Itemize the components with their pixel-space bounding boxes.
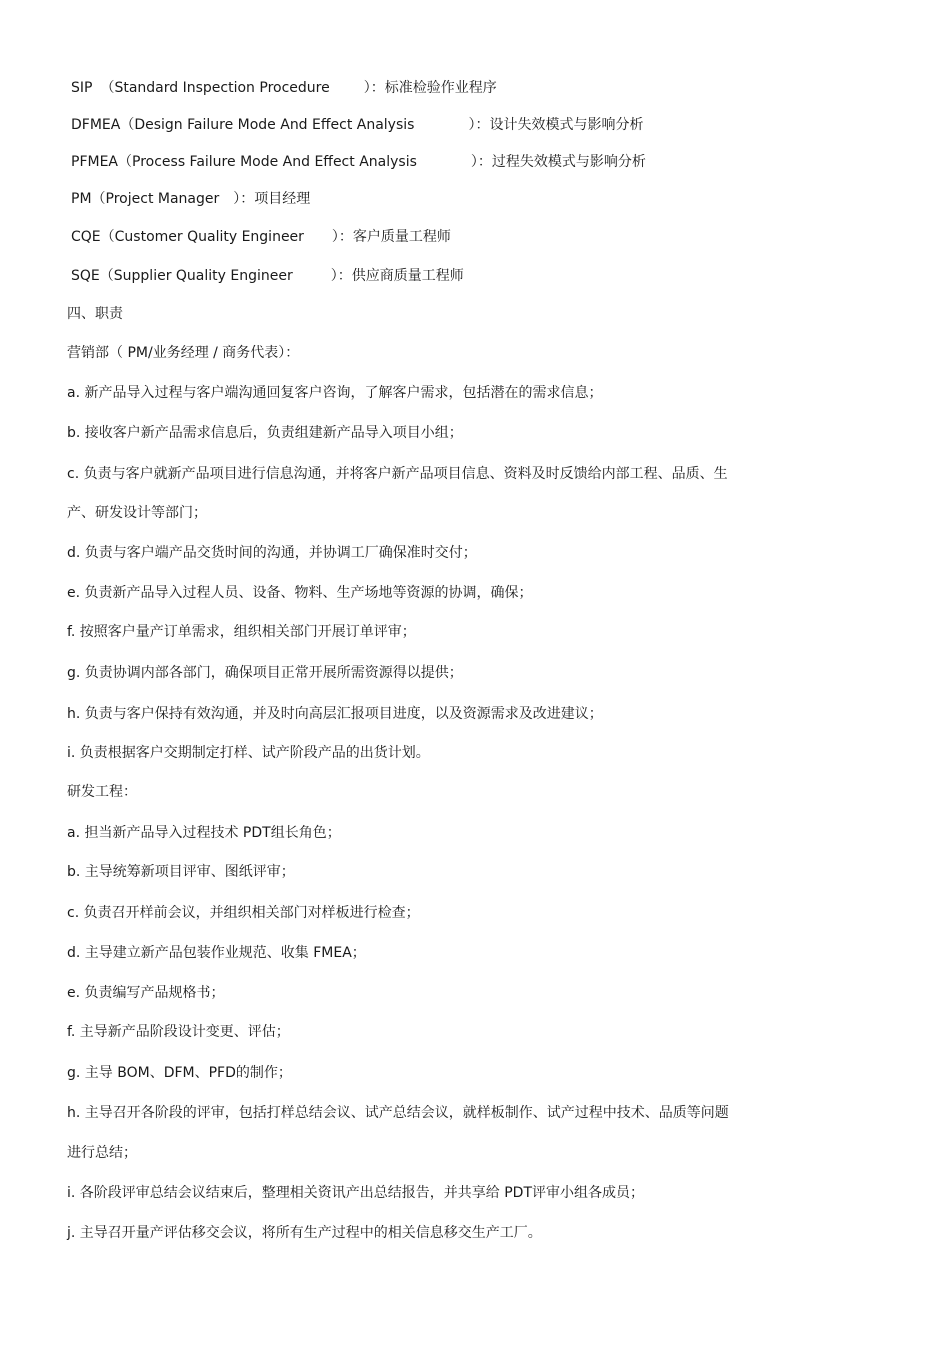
rd-item: f. 主导新产品阶段设计变更、评估； [67,1024,290,1040]
abbr-chinese: 供应商质量工程师 [351,268,464,284]
abbr-chinese: 项目经理 [254,191,311,207]
rd-item: c. 负责召开样前会议，并组织相关部门对样板进行检查； [67,905,420,921]
marketing-item: h. 负责与客户保持有效沟通，并及时向高层汇报项目进度，以及资源需求及改进建议； [67,706,603,722]
abbr-term: DFMEA [71,117,121,133]
marketing-item: a. 新产品导入过程与客户端沟通回复客户咨询，了解客户需求，包括潜在的需求信息； [67,385,603,401]
marketing-item: b. 接收客户新产品需求信息后，负责组建新产品导入项目小组； [67,425,463,441]
abbreviation-pm [71,190,310,208]
abbr-term: SIP [71,80,93,96]
rd-heading: 研发工程： [67,784,137,800]
marketing-item: c. 负责与客户就新产品项目进行信息沟通，并将客户新产品项目信息、资料及时反馈给内部工程、品质、生 [67,466,728,482]
abbr-english: Project Manager [105,191,220,207]
abbr-chinese: 过程失效模式与影响分析 [491,154,646,170]
abbr-close-paren: ）： [468,117,490,133]
abbr-english: Design Failure Mode And Effect Analysis [134,117,415,133]
rd-item: a. 担当新产品导入过程技术 PDT组长角色； [67,825,341,841]
abbr-term: SQE [71,268,100,284]
abbreviation-sip [71,79,497,97]
abbreviation-pfmea [71,153,646,171]
abbr-open-paren: （ [118,154,132,170]
abbreviation-sqe [71,267,464,285]
abbr-english: Supplier Quality Engineer [113,268,293,284]
abbr-close-paren: ）： [233,191,255,207]
marketing-item: e. 负责新产品导入过程人员、设备、物料、生产场地等资源的协调，确保； [67,585,533,601]
abbr-english: Customer Quality Engineer [114,229,304,245]
abbr-close-paren: ）： [330,268,352,284]
abbr-close-paren: ）： [331,229,353,245]
rd-item: d. 主导建立新产品包装作业规范、收集 FMEA； [67,945,366,961]
marketing-item: i. 负责根据客户交期制定打样、试产阶段产品的出货计划。 [67,745,430,761]
rd-item: g. 主导 BOM、DFM、PFD的制作； [67,1065,292,1081]
section-heading-responsibilities: 四、职责 [67,306,123,322]
marketing-item-continuation: 产、研发设计等部门； [67,505,207,521]
abbreviation-dfmea [71,116,643,134]
rd-item-continuation: 进行总结； [67,1145,137,1161]
abbr-chinese: 标准检验作业程序 [384,80,497,96]
abbr-open-paren: （ [100,80,115,96]
abbr-chinese: 设计失效模式与影响分析 [489,117,644,133]
abbr-english: Process Failure Mode And Effect Analysis [132,154,417,170]
abbr-english: Standard Inspection Procedure [114,80,330,96]
rd-item: b. 主导统筹新项目评审、图纸评审； [67,864,295,880]
abbr-term: CQE [71,229,101,245]
marketing-heading: 营销部（ PM/业务经理 / 商务代表）： [67,345,300,361]
abbr-open-paren: （ [99,268,114,284]
rd-item: i. 各阶段评审总结会议结束后，整理相关资讯产出总结报告，并共享给 PDT评审小组各成员； [67,1185,645,1201]
abbr-close-paren: ）： [363,80,385,96]
rd-item: e. 负责编写产品规格书； [67,985,225,1001]
abbr-term: PM [71,191,92,207]
marketing-item: g. 负责协调内部各部门，确保项目正常开展所需资源得以提供； [67,665,463,681]
marketing-item: f. 按照客户量产订单需求，组织相关部门开展订单评审； [67,624,416,640]
abbr-close-paren: ）： [470,154,492,170]
marketing-item: d. 负责与客户端产品交货时间的沟通，并协调工厂确保准时交付； [67,545,477,561]
abbr-open-paren: （ [91,191,106,207]
abbreviation-cqe [71,228,451,246]
abbr-open-paren: （ [100,229,115,245]
rd-item: h. 主导召开各阶段的评审，包括打样总结会议、试产总结会议，就样板制作、试产过程中技术、品质等问题 [67,1105,729,1121]
abbr-open-paren: （ [120,117,135,133]
abbr-chinese: 客户质量工程师 [352,229,451,245]
rd-item: j. 主导召开量产评估移交会议，将所有生产过程中的相关信息移交生产工厂。 [67,1225,542,1241]
abbr-term: PFMEA [71,154,118,170]
